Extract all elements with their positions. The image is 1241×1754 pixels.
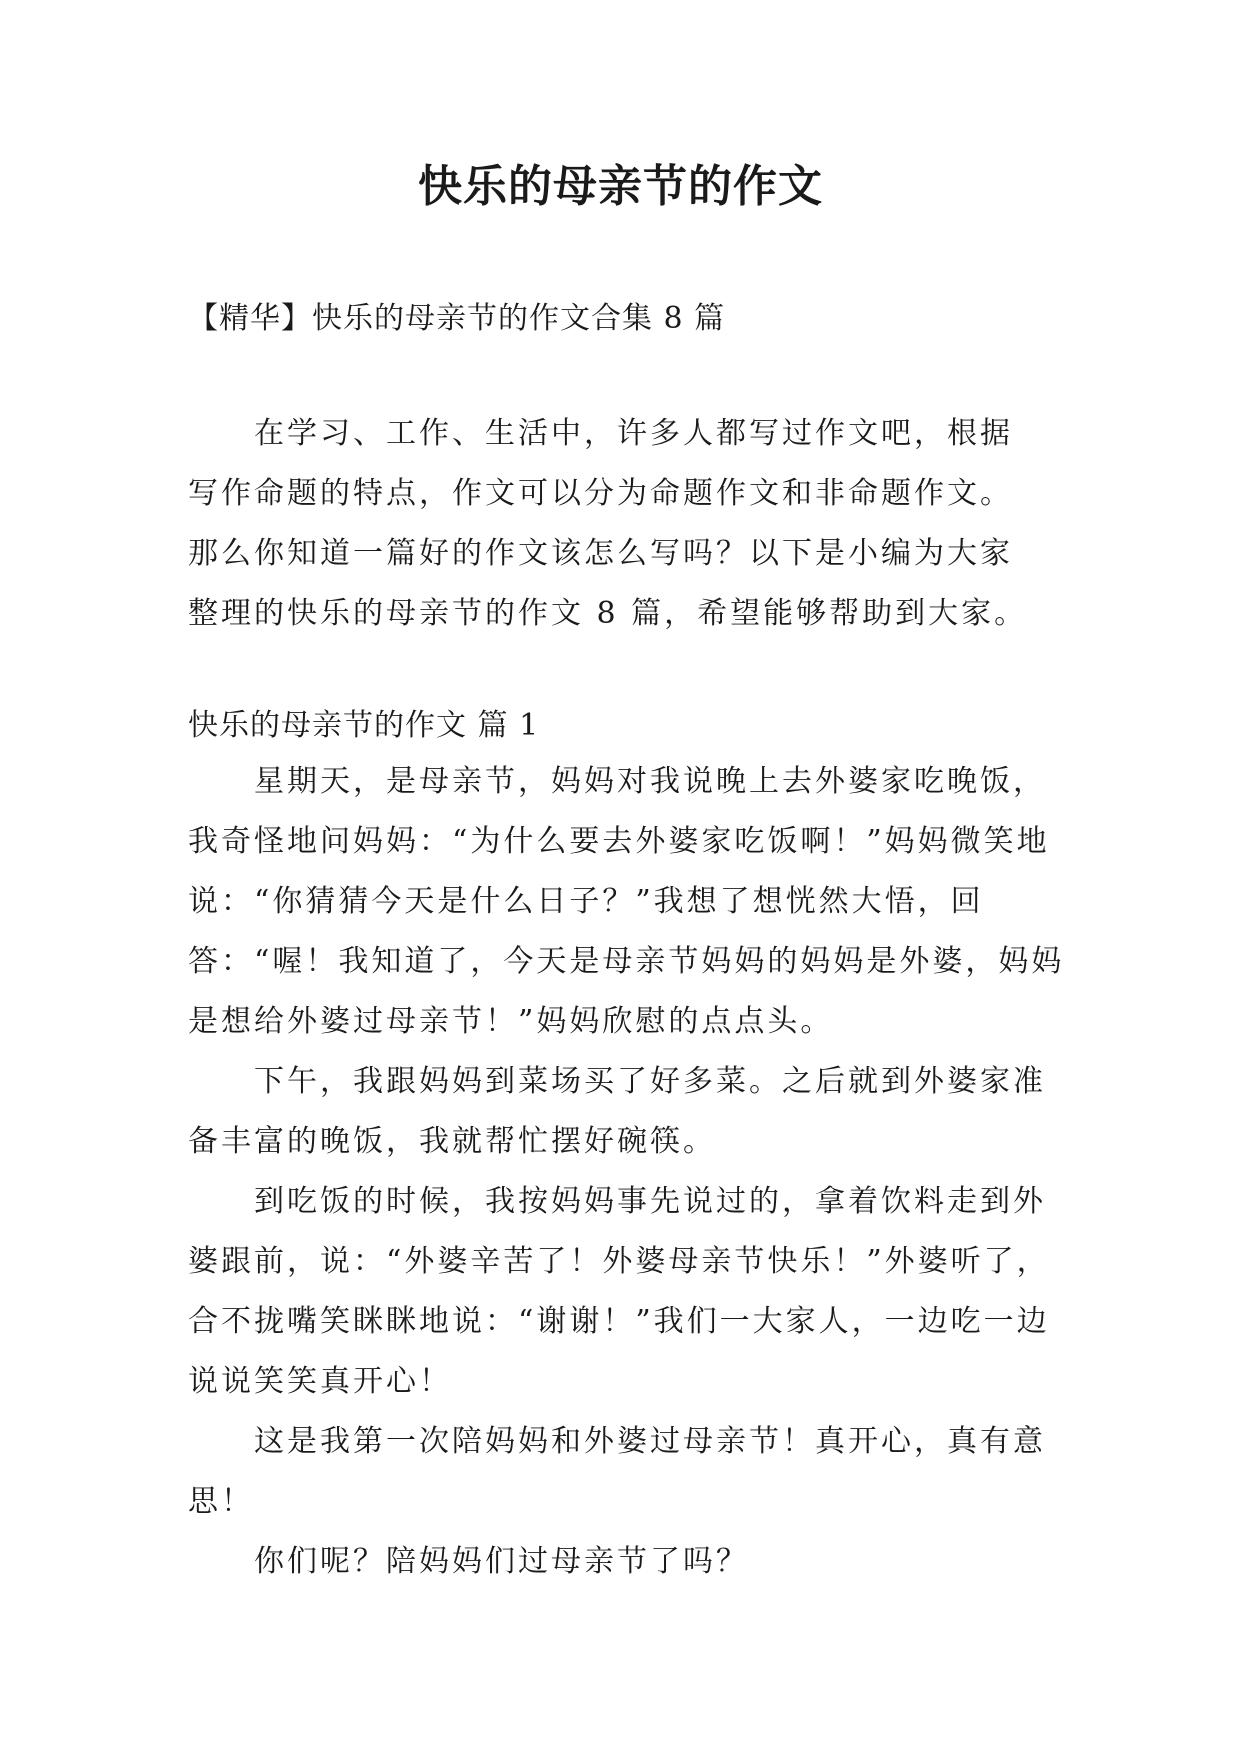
essay-paragraph: 到吃饭的时候，我按妈妈事先说过的，拿着饮料走到外婆跟前，说：“外婆辛苦了！外婆母亲节快乐！”外婆听了，合不拢嘴笑眯眯地说：“谢谢！”我们一大家人，一边吃一边说说笑笑真开心！ (188, 1184, 1050, 1399)
intro-paragraph: 在学习、工作、生活中，许多人都写过作文吧，根据写作命题的特点，作文可以分为命题作文和非命题作文。那么你知道一篇好的作文该怎么写吗？以下是小编为大家整理的快乐的母亲节的作文 8 篇，希望能够帮助到大家。 (188, 416, 1028, 631)
essay-body (188, 752, 1068, 1592)
essay-paragraph: 下午，我跟妈妈到菜场买了好多菜。之后就到外婆家准备丰富的晚饭，我就帮忙摆好碗筷。 (188, 1064, 1046, 1159)
essay-paragraph: 星期天，是母亲节，妈妈对我说晚上去外婆家吃晚饭，我奇怪地问妈妈：“为什么要去外婆家吃饭啊！”妈妈微笑地说：“你猜猜今天是什么日子？”我想了想恍然大悟，回答：“喔！我知道了，今天是母亲节妈妈的妈妈是外婆，妈妈是想给外婆过母亲节！”妈妈欣慰的点点头。 (188, 764, 1065, 1039)
section-heading: 快乐的母亲节的作文 篇 1 (188, 708, 540, 743)
essay-paragraph: 这是我第一次陪妈妈和外婆过母亲节！真开心，真有意思！ (188, 1424, 1046, 1519)
document-subtitle: 【精华】快乐的母亲节的作文合集 8 篇 (188, 301, 726, 336)
essay-paragraph: 你们呢？陪妈妈们过母亲节了吗？ (254, 1544, 749, 1579)
document-title: 快乐的母亲节的作文 (418, 161, 823, 212)
